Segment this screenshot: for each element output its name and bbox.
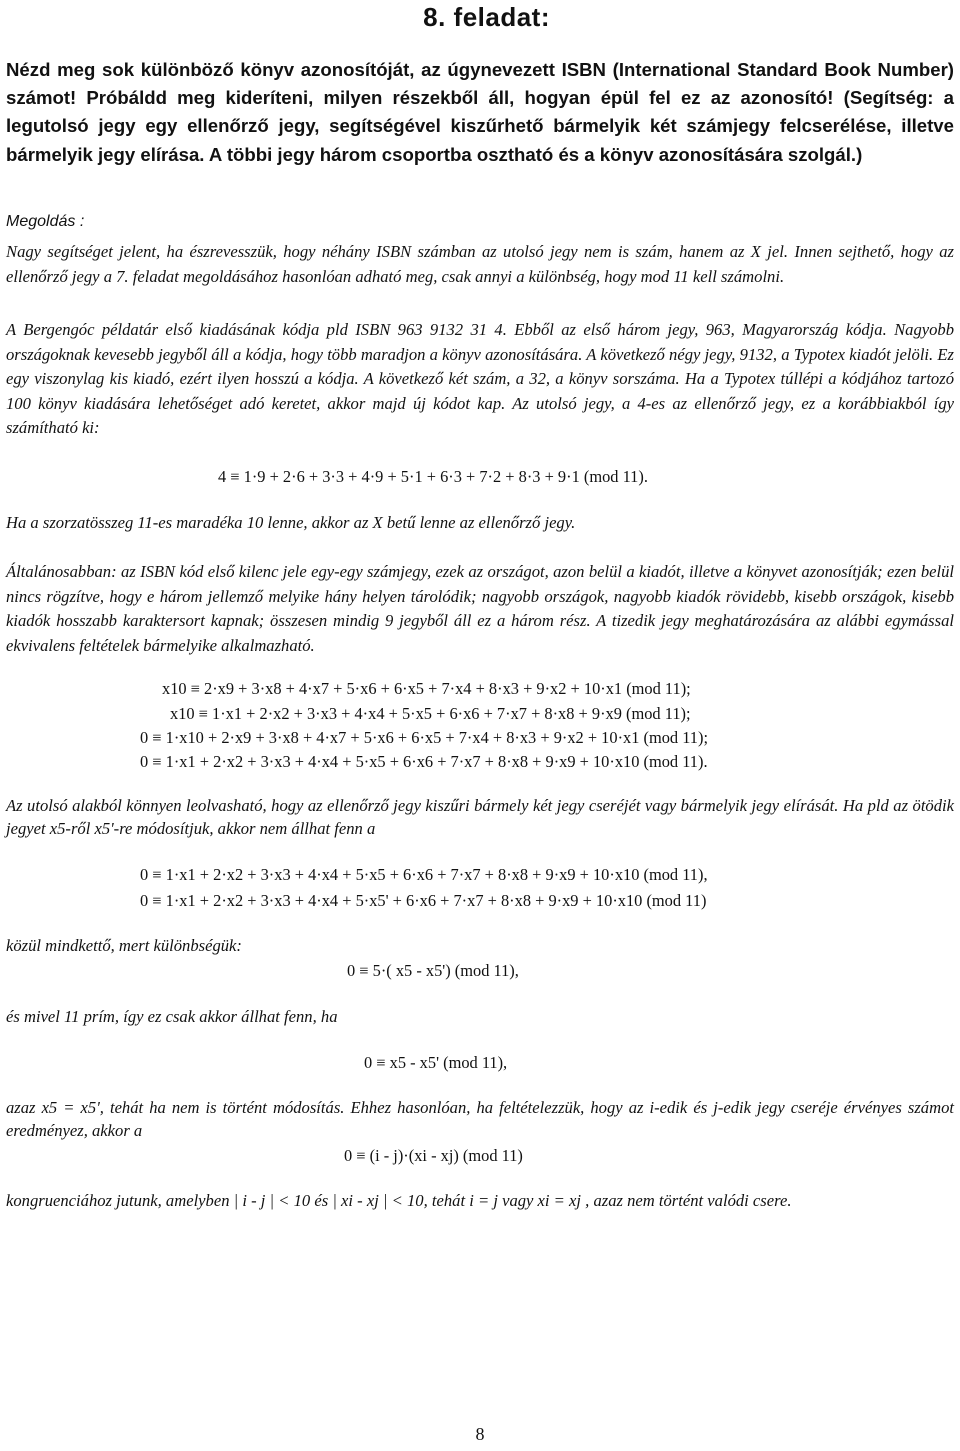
paragraph-swap: azaz x5 = x5', tehát ha nem is történt módosítás. Ehhez hasonlóan, ha feltételezzük, hogy az i-edik és j-edik jegy cseréje érvényes számot eredményez, akkor a <box>6 1098 954 1140</box>
task-statement: Nézd meg sok különböző könyv azonosítóját, az úgynevezett ISBN (International Standard Book Number) számot! Próbáldd meg kideríteni, milyen részekből áll, hogyan épül fel ez az azonosító! (Segítség: a legutolsó jegy egy ellenőrző jegy, segítségével kiszűrhető bármelyik két számjegy felcserélése, illetve bármelyik jegy elírása. A többi jegy három csoportba osztható és a könyv azonosítására szolgál.) <box>6 59 954 165</box>
formula-example: 4 ≡ 1·9 + 2·6 + 3·3 + 4·9 + 5·1 + 6·3 + 7·2 + 8·3 + 9·1 (mod 11). <box>218 467 648 486</box>
formula-line: 0 ≡ 1·x10 + 2·x9 + 3·x8 + 4·x7 + 5·x6 + 6·x5 + 7·x4 + 8·x3 + 9·x2 + 10·x1 (mod 11); <box>140 728 709 747</box>
formula-line: 0 ≡ 1·x1 + 2·x2 + 3·x3 + 4·x4 + 5·x5' + 6·x6 + 7·x7 + 8·x8 + 9·x9 + 10·x10 (mod 11) <box>140 891 707 910</box>
paragraph-hint: Nagy segítséget jelent, ha észrevesszük, hogy néhány ISBN számban az utolsó jegy nem is szám, hanem az X jel. Innen sejthető, hogy az ellenőrző jegy a 7. feladat megoldásához hasonlóan adható meg, csak annyi a különbség, hogy mod 11 kell számolni. <box>6 242 954 286</box>
paragraph-difference: közül mindkettő, mert különbségük: <box>6 936 242 955</box>
page-number: 8 <box>475 1424 485 1444</box>
formula-swap: 0 ≡ (i - j)·(xi - xj) (mod 11) <box>344 1146 523 1165</box>
formula-line: x10 ≡ 2·x9 + 3·x8 + 4·x7 + 5·x6 + 6·x5 + 7·x4 + 8·x3 + 9·x2 + 10·x1 (mod 11); <box>162 679 691 698</box>
paragraph-x-digit: Ha a szorzatösszeg 11-es maradéka 10 lenne, akkor az X betű lenne az ellenőrző jegy. <box>6 513 576 532</box>
task-title: 8. feladat: <box>423 2 550 32</box>
paragraph-last-form: Az utolsó alakból könnyen leolvasható, hogy az ellenőrző jegy kiszűri bármely két jegy cseréjét vagy bármelyik jegy elírását. Ha pld az ötödik jegyet x5-ről x5'-re módosítjuk, akkor nem állhat fenn a <box>6 796 954 838</box>
paragraph-example: A Bergengóc példatár első kiadásának kódja pld ISBN 963 9132 31 4. Ebből az első három jegy, 963, Magyarország kódja. Nagyobb országoknak kevesebb jegyből áll a kódja, hogy több maradjon a könyv azonosítására. A következő négy jegy, 9132, a Typotex kiadót jelöli. Ez egy viszonylag kis kiadó, ezért ilyen hosszú a kódja. A következő két szám, a 32, a könyv sorszáma. Ha a Typotex túllépi a kódjához tartozó 100 könyv kiadására lehetőséget adó keretet, akkor majd új kódot kap. Az utolsó jegy, a 4-es az ellenőrző jegy, ez a korábbiakból így számítható ki: <box>6 320 954 437</box>
formula-difference: 0 ≡ 5·( x5 - x5') (mod 11), <box>347 961 519 980</box>
formula-line: 0 ≡ 1·x1 + 2·x2 + 3·x3 + 4·x4 + 5·x5 + 6·x6 + 7·x7 + 8·x8 + 9·x9 + 10·x10 (mod 11), <box>140 865 708 884</box>
paragraph-prime: és mivel 11 prím, így ez csak akkor állhat fenn, ha <box>6 1007 338 1026</box>
paragraph-general: Általánosabban: az ISBN kód első kilenc jele egy-egy számjegy, ezek az országot, azon belül a kiadót, illetve a könyvet azonosítják; ezen belül nincs rögzítve, hogy e három jellemző melyike hány helyen tárolódik; nagyobb országok, nagyobb kiadók rövidebb, kisebb országok, kisebb kiadók hosszabb karaktersort kapnak; összesen mindig 9 jegyből áll ez a három rész. A tizedik jegy meghatározására az alábbi egymással ekvivalens feltételek bármelyike alkalmazható. <box>6 562 954 655</box>
formula-prime: 0 ≡ x5 - x5' (mod 11), <box>364 1053 508 1072</box>
formula-line: x10 ≡ 1·x1 + 2·x2 + 3·x3 + 4·x4 + 5·x5 + 6·x6 + 7·x7 + 8·x8 + 9·x9 (mod 11); <box>170 704 691 723</box>
paragraph-conclusion: kongruenciához jutunk, amelyben | i - j | < 10 és | xi - xj | < 10, tehát i = j vagy xi = xj , azaz nem történt valódi csere. <box>6 1191 792 1210</box>
solution-label: Megoldás : <box>6 213 85 230</box>
formula-line: 0 ≡ 1·x1 + 2·x2 + 3·x3 + 4·x4 + 5·x5 + 6·x6 + 7·x7 + 8·x8 + 9·x9 + 10·x10 (mod 11). <box>140 752 708 771</box>
